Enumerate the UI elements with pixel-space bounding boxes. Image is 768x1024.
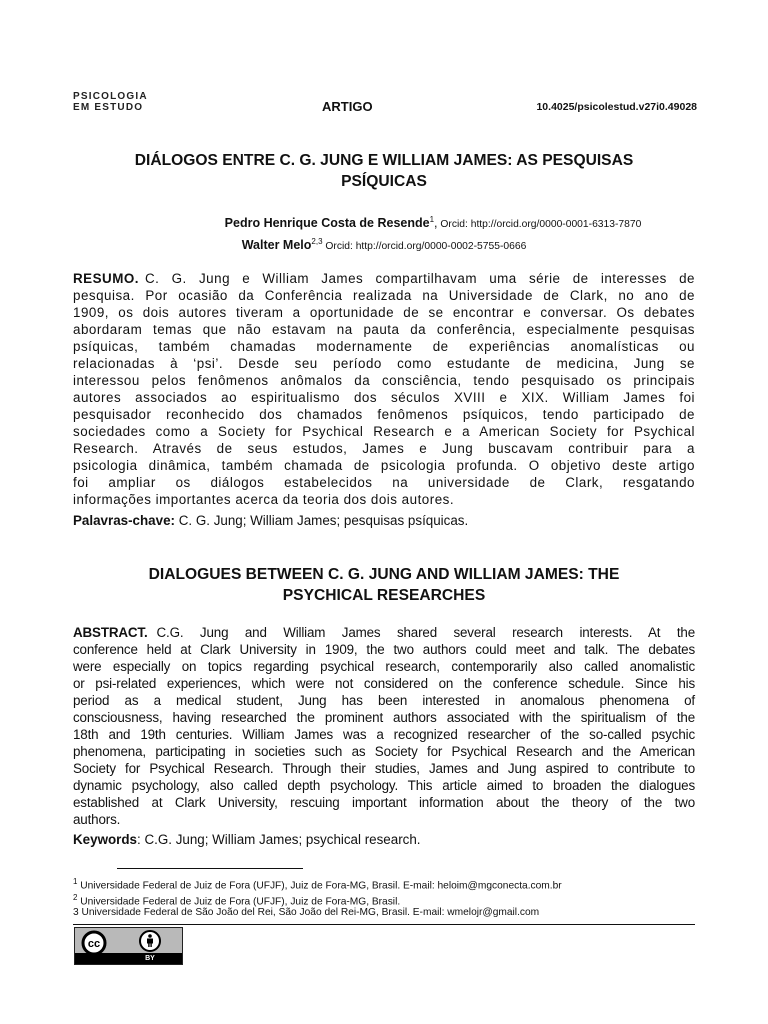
author-orcid[interactable]: Orcid: http://orcid.org/0000-0002-5755-0666 xyxy=(322,241,527,253)
journal-logo xyxy=(73,91,148,113)
author-affiliation: 2,3 xyxy=(311,237,323,247)
keywords-pt-text: C. G. Jung; William James; pesquisas psíquicas. xyxy=(175,513,469,528)
cc-by-label: BY xyxy=(145,955,155,962)
resumo-line: 1909, os dois autores tiveram a oportunidade de se encontrar e conversar. Os debates xyxy=(73,305,695,320)
resumo-line: Research. Através de seus estudos, James e Jung buscavam contribuir para a xyxy=(73,441,695,456)
resumo-line: autores associados ao espiritualismo dos séculos XVIII e XIX. William James foi xyxy=(73,390,695,405)
title-pt xyxy=(73,150,695,192)
footnote-number: 1 xyxy=(73,877,78,886)
title-en-line1: DIALOGUES BETWEEN C. G. JUNG AND WILLIAM JAMES: THE xyxy=(148,566,620,583)
keywords-pt xyxy=(73,512,695,529)
abstract-line: period as a medical student, Jung has been interested in anomalous phenomena of xyxy=(73,693,695,708)
footnote-text: Universidade Federal de São João del Rei, São João del Rei-MG, Brasil. E-mail: wmelojr@gmail.com xyxy=(78,907,540,918)
footnote-text: Universidade Federal de Juiz de Fora (UFJF), Juiz de Fora-MG, Brasil. xyxy=(77,896,401,908)
footnote-separator xyxy=(117,868,303,869)
resumo-line: pesquisa. Por ocasião da Conferência realizada na Universidade de Clark, no ano de xyxy=(73,288,695,303)
title-en-line2: PSYCHICAL RESEARCHES xyxy=(282,587,486,604)
authors xyxy=(73,211,695,255)
abstract-line: dynamic psychology, also called depth psychology. This article aimed to broaden the dialogues xyxy=(73,778,695,793)
journal-name-line1: PSICOLOGIA xyxy=(73,91,148,102)
resumo-line: abordaram temas que não estavam na pauta da conferência, especialmente pesquisas xyxy=(73,322,695,337)
resumo-line: sociedades como a Society for Psychical Research e a American Society for Psychical xyxy=(73,424,695,439)
resumo-first-text: C. G. Jung e William James compartilhavam uma série de interesses de xyxy=(145,271,695,286)
section-label: ARTIGO xyxy=(322,99,373,114)
abstract-line: authors. xyxy=(73,812,121,827)
abstract-line: or psi-related experiences, which were not considered on the conference schedule. Since his xyxy=(73,676,695,691)
author-name: Pedro Henrique Costa de Resende xyxy=(224,216,430,231)
abstract-line xyxy=(73,624,695,641)
resumo-line: interessou pelos fenômenos anômalos da consciência, tendo pesquisado os principais xyxy=(73,373,695,388)
resumo-line: psicologia dinâmica, também chamada de psicologia profunda. O objetivo deste artigo xyxy=(73,458,695,473)
cc-by-license-badge[interactable] xyxy=(74,927,183,965)
resumo-line: foi ampliar os diálogos estabelecidos na universidade de Clark, resgatando xyxy=(73,475,695,490)
keywords-en-label: Keywords xyxy=(73,832,137,847)
abstract-line: were especially on topics regarding psychical research, contemporarily also called anomalistic xyxy=(73,659,695,674)
resumo xyxy=(73,270,695,508)
keywords-pt-label: Palavras-chave: xyxy=(73,513,175,528)
abstract-label: ABSTRACT. xyxy=(73,625,148,640)
title-pt-line2: PSÍQUICAS xyxy=(341,173,427,190)
resumo-line: pesquisador reconhecido dos chamados fenômenos psíquicos, tendo participado de xyxy=(73,407,695,422)
footnote-number: 3 xyxy=(73,907,79,918)
bottom-rule xyxy=(73,924,695,925)
title-en xyxy=(73,564,695,606)
abstract-line: phenomena, participating in societies such as Society for Psychical Research and the American xyxy=(73,744,695,759)
footnote-1 xyxy=(73,876,695,892)
author-name: Walter Melo xyxy=(241,238,312,253)
footnote-2 xyxy=(73,892,695,908)
abstract-first-text: C.G. Jung and William James shared several research interests. At the xyxy=(156,625,695,640)
author-2 xyxy=(73,233,695,255)
abstract-line: established at Clark University, rescuing important information about the theory of the two xyxy=(73,795,695,810)
author-orcid[interactable]: Orcid: http://orcid.org/0000-0001-6313-7870 xyxy=(437,219,642,231)
author-affiliation: 1 xyxy=(429,215,435,224)
title-pt-line1: DIÁLOGOS ENTRE C. G. JUNG E WILLIAM JAMES: AS PESQUISAS xyxy=(134,152,634,169)
footnote-number: 2 xyxy=(73,893,78,902)
svg-text:cc: cc xyxy=(87,938,101,950)
keywords-en-text: : C.G. Jung; William James; psychical research. xyxy=(137,832,421,847)
resumo-line: informações importantes acerca da teoria dos dois autores. xyxy=(73,492,455,507)
author-separator: , xyxy=(434,216,438,231)
resumo-line: relacionadas à ‘psi’. Desde seu período como estudante de medicina, Jung se xyxy=(73,356,695,371)
footnote-3 xyxy=(73,907,695,919)
abstract xyxy=(73,624,695,828)
abstract-line: conference held at Clark University in 1909, the two authors could meet and talk. The debates xyxy=(73,642,695,657)
abstract-line: consciousness, having researched the prominent authors associated with the spiritualism of the xyxy=(73,710,695,725)
author-1 xyxy=(73,211,695,233)
abstract-line: 18th and 19th centuries. William James was a recognized researcher of the so-called psychic xyxy=(73,727,695,742)
abstract-line: Society for Psychical Research. Through their studies, James and Jung aspired to contribute to xyxy=(73,761,695,776)
resumo-label: RESUMO. xyxy=(73,271,139,286)
resumo-line xyxy=(73,270,695,287)
journal-name-line2: EM ESTUDO xyxy=(73,102,144,113)
keywords-en xyxy=(73,831,695,848)
resumo-line: psíquicas, também chamadas modernamente de experiências anomalísticas ou xyxy=(73,339,695,354)
doi[interactable]: 10.4025/psicolestud.v27i0.49028 xyxy=(536,101,697,113)
footnote-text: Universidade Federal de Juiz de Fora (UFJF), Juiz de Fora-MG, Brasil. E-mail: heloim@mgconecta.com.br xyxy=(77,880,562,892)
